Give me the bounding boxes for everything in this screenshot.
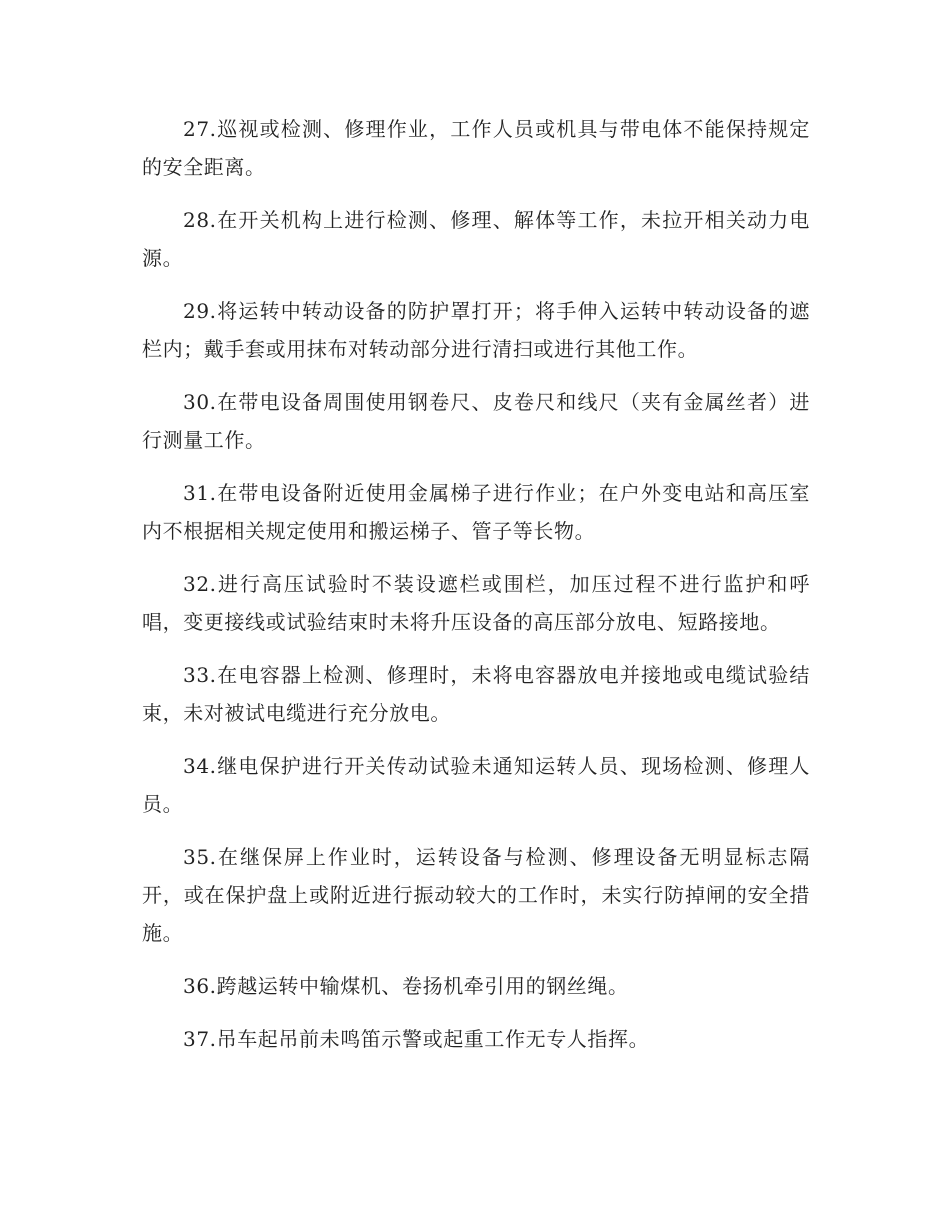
list-item: 35.在继保屏上作业时，运转设备与检测、修理设备无明显标志隔开，或在保护盘上或附近进行振动较大的工作时，未实行防掉闸的安全措施。 (142, 845, 810, 945)
document-body (142, 110, 810, 1073)
list-item: 28.在开关机构上进行检测、修理、解体等工作，未拉开相关动力电源。 (142, 208, 810, 270)
list-item: 31.在带电设备附近使用金属梯子进行作业；在户外变电站和高压室内不根据相关规定使用和搬运梯子、管子等长物。 (142, 481, 810, 543)
list-item: 32.进行高压试验时不装设遮栏或围栏，加压过程不进行监护和呼唱，变更接线或试验结束时未将升压设备的高压部分放电、短路接地。 (142, 572, 810, 634)
list-item: 33.在电容器上检测、修理时，未将电容器放电并接地或电缆试验结束，未对被试电缆进行充分放电。 (142, 663, 810, 725)
list-item: 36.跨越运转中输煤机、卷扬机牵引用的钢丝绳。 (183, 974, 629, 998)
list-item: 34.继电保护进行开关传动试验未通知运转人员、现场检测、修理人员。 (142, 754, 810, 816)
list-item: 29.将运转中转动设备的防护罩打开；将手伸入运转中转动设备的遮栏内；戴手套或用抹布对转动部分进行清扫或进行其他工作。 (142, 299, 810, 361)
list-item: 30.在带电设备周围使用钢卷尺、皮卷尺和线尺（夹有金属丝者）进行测量工作。 (142, 390, 810, 452)
list-item: 37.吊车起吊前未鸣笛示警或起重工作无专人指挥。 (183, 1027, 650, 1051)
list-item: 27.巡视或检测、修理作业，工作人员或机具与带电体不能保持规定的安全距离。 (142, 117, 810, 179)
